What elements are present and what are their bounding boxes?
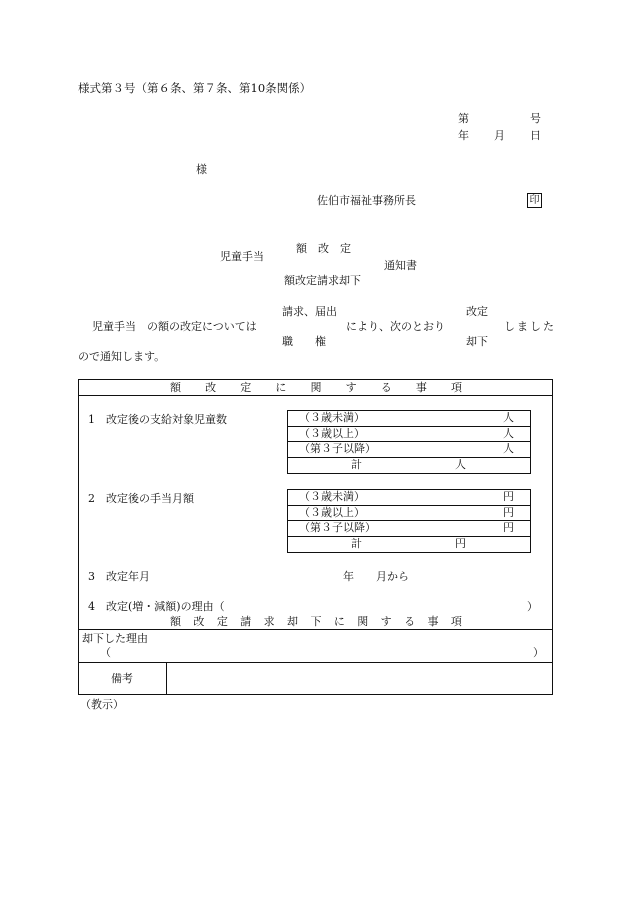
- heading-char: 求: [263, 615, 275, 628]
- body-line2: ので通知します。: [78, 350, 166, 363]
- item2-label: 2 改定後の手当月額: [88, 492, 194, 505]
- table-row: [288, 506, 530, 521]
- row-label: （第３子以降）: [299, 521, 376, 534]
- divider: [78, 629, 553, 630]
- title-option-reject: 額改定請求却下: [284, 274, 361, 287]
- heading-char: る: [404, 615, 416, 628]
- body-option-change: 改定: [466, 305, 488, 318]
- item3-year: 年: [343, 570, 354, 583]
- heading-char: 改: [205, 381, 217, 394]
- row-unit: 円: [503, 506, 514, 519]
- item2-monthly-amount-table: [287, 489, 531, 553]
- row-unit: 人: [503, 411, 514, 424]
- heading-char: 請: [240, 615, 252, 628]
- body-line1-a: 児童手当 の額の改定については: [92, 320, 257, 333]
- total-label: 計: [351, 537, 362, 550]
- section1-heading: [170, 381, 462, 394]
- total-unit: 人: [455, 458, 466, 471]
- row-label: （３歳以上）: [299, 506, 365, 519]
- heading-char: す: [380, 615, 392, 628]
- date-day: 日: [530, 129, 541, 142]
- heading-char: 却: [287, 615, 299, 628]
- table-total-row: [288, 458, 530, 473]
- form-number: 様式第３号（第６条、第７条、第10条関係）: [78, 81, 312, 95]
- number-suffix: 号: [530, 112, 541, 125]
- table-row: [288, 427, 530, 442]
- date-year: 年: [458, 129, 469, 142]
- row-unit: 円: [503, 521, 514, 534]
- reject-reason-open-paren: （: [100, 646, 111, 659]
- item4-close-paren: ）: [527, 600, 538, 613]
- reject-reason-close-paren: ）: [533, 646, 544, 659]
- row-label: （３歳未満）: [299, 411, 365, 424]
- addressee-suffix: 様: [196, 163, 207, 176]
- heading-char: 額: [170, 381, 181, 394]
- reject-reason-label: 却下した理由: [82, 632, 148, 645]
- heading-char: 関: [357, 615, 369, 628]
- divider: [166, 662, 167, 695]
- item4-label: 4 改定(増・減額)の理由（: [88, 600, 225, 613]
- heading-char: 定: [240, 381, 252, 394]
- heading-char: る: [380, 381, 392, 394]
- heading-char: 事: [415, 381, 427, 394]
- divider: [78, 395, 553, 396]
- body-option-reject: 却下: [466, 335, 488, 348]
- row-unit: 人: [503, 442, 514, 455]
- row-label: （３歳未満）: [299, 490, 365, 503]
- heading-char: 項: [450, 615, 462, 628]
- heading-char: 事: [427, 615, 439, 628]
- item3-label: 3 改定年月: [88, 570, 150, 583]
- table-total-row: [288, 537, 530, 552]
- heading-char: 項: [451, 381, 462, 394]
- total-label: 計: [351, 458, 362, 471]
- table-row: [288, 442, 530, 458]
- row-label: （３歳以上）: [299, 427, 365, 440]
- total-unit: 円: [455, 537, 466, 550]
- heading-char: す: [345, 381, 357, 394]
- table-row: [288, 521, 530, 537]
- item1-label: 1 改定後の支給対象児童数: [88, 413, 227, 426]
- heading-char: 下: [310, 615, 322, 628]
- date-month: 月: [494, 129, 505, 142]
- body-line1-b: により、次のとおり: [346, 320, 445, 333]
- table-row: [288, 490, 530, 506]
- table-row: [288, 411, 530, 427]
- body-option-request: 請求、届出: [282, 305, 337, 318]
- divider: [78, 662, 553, 663]
- heading-char: に: [275, 381, 287, 394]
- row-label: （第３子以降）: [299, 442, 376, 455]
- section2-heading: [170, 615, 462, 628]
- heading-char: 額: [170, 615, 181, 628]
- instruction-note: （教示）: [80, 698, 124, 711]
- title-notice: 通知書: [384, 259, 417, 272]
- body-line1-c: しました: [504, 320, 556, 333]
- seal-mark: 印: [527, 193, 542, 208]
- row-unit: 円: [503, 490, 514, 503]
- issuer-name: 佐伯市福祉事務所長: [317, 194, 416, 207]
- body-option-authority: 職 権: [282, 335, 326, 348]
- heading-char: 関: [310, 381, 322, 394]
- heading-char: に: [333, 615, 345, 628]
- title-allowance: 児童手当: [220, 250, 264, 263]
- title-option-change: 額 改 定: [296, 242, 351, 255]
- item1-child-count-table: [287, 410, 531, 474]
- heading-char: 改: [193, 615, 205, 628]
- heading-char: 定: [216, 615, 228, 628]
- item3-month: 月から: [376, 570, 409, 583]
- number-prefix: 第: [458, 112, 469, 125]
- remarks-label: 備考: [111, 672, 133, 685]
- row-unit: 人: [503, 427, 514, 440]
